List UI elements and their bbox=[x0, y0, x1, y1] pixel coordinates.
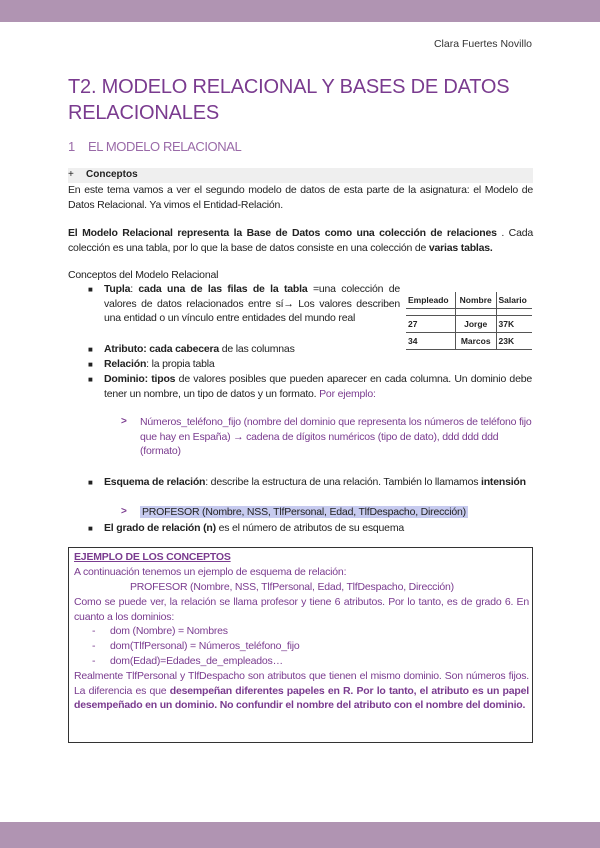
table-cell: 34 bbox=[406, 333, 455, 350]
example-box-closing bbox=[74, 669, 529, 713]
bullet-icon: ■ bbox=[88, 360, 93, 369]
example-box-line2: Como se puede ver, la relación se llama profesor y tiene 6 atributos. Por lo tanto, es de grado 6. En cuanto a los dominios: bbox=[74, 596, 529, 623]
table-header: Salario bbox=[496, 292, 532, 309]
bullet-relacion bbox=[104, 357, 215, 372]
bottom-band bbox=[0, 822, 600, 848]
intro-paragraph: En este tema vamos a ver el segundo modelo de datos de esta parte de la asignatura: el Modelo de Datos Relacional. Ya vimos el Entidad-Relación. bbox=[68, 184, 533, 211]
table-cell: Jorge bbox=[455, 316, 496, 333]
bullet-grado bbox=[104, 521, 404, 536]
grado-term: El grado de relación (n) bbox=[104, 522, 216, 534]
esquema-example-highlight: PROFESOR (Nombre, NSS, TlfPersonal, Edad, TlfDespacho, Dirección) bbox=[142, 506, 466, 518]
closing-bold: desempeñan diferentes papeles en R. Por lo tanto, el atributo es un papel desempeñado en un dominio. No confundir el nombre del atributo con el nombre del dominio. bbox=[74, 684, 529, 711]
page-title: T2. MODELO RELACIONAL Y BASES DE DATOS RELACIONALES bbox=[68, 76, 510, 124]
top-band bbox=[0, 0, 600, 22]
dominio-example-label: Por ejemplo: bbox=[319, 387, 376, 400]
table-header: Nombre bbox=[455, 292, 496, 309]
bullet-icon: ■ bbox=[88, 285, 93, 294]
example-box-title: EJEMPLO DE LOS CONCEPTOS bbox=[74, 551, 231, 563]
dominio-term: Dominio: tipos bbox=[104, 373, 176, 385]
atributo-term: Atributo: cada cabecera bbox=[104, 343, 220, 355]
tupla-term: Tupla bbox=[104, 283, 131, 295]
relational-paragraph bbox=[68, 226, 533, 255]
dash-marker: - bbox=[92, 640, 96, 652]
dash-marker: - bbox=[92, 625, 96, 637]
tupla-text: =una colección de valores de datos relacionados entre sí→ Los valores describen una entidad o un vínculo entre entidades del mundo real bbox=[104, 283, 400, 324]
relational-bold: El Modelo Relacional representa la Base de Datos como una colección de relaciones bbox=[68, 227, 497, 239]
table-cell: 23K bbox=[496, 333, 532, 350]
dominio-example: Números_teléfono_fijo (nombre del dominio que representa los números de teléfono fijo que hay en España) → cadena de dígitos numéricos (tipo de dato), ddd ddd ddd (formato) bbox=[140, 416, 532, 457]
domain-item: dom (Nombre) = Nombres bbox=[110, 625, 228, 637]
closing-text: Realmente TlfPersonal y TlfDespacho son atributos que tienen el mismo dominio. Son números fijos. La diferencia es que bbox=[74, 670, 529, 697]
bullet-icon: ■ bbox=[88, 478, 93, 487]
domain-item: dom(TlfPersonal) = Números_teléfono_fijo bbox=[110, 640, 300, 652]
section-label: EL MODELO RELACIONAL bbox=[88, 139, 242, 154]
esquema-text: : describe la estructura de una relación. También lo llamamos bbox=[205, 476, 481, 488]
bullet-atributo bbox=[104, 342, 295, 357]
esquema-bold: intensión bbox=[480, 476, 526, 488]
bullet-tupla: Tupla: cada una de las filas de la tabla =una colección de valores de datos relacionados entre sí→ Los valores describen una entidad o un vínculo entre entidades del mundo real bbox=[104, 283, 400, 324]
relacion-text: : la propia tabla bbox=[146, 358, 215, 370]
table-cell: Marcos bbox=[455, 333, 496, 350]
grado-text: es el número de atributos de su esquema bbox=[215, 522, 405, 534]
example-table bbox=[406, 292, 532, 350]
concepts-title: Conceptos del Modelo Relacional bbox=[68, 269, 219, 281]
atributo-text: de las columnas bbox=[219, 343, 295, 355]
relational-text: . Cada colección es una tabla, por lo que la base de datos consiste en una colección de bbox=[68, 227, 533, 254]
bullet-icon: ■ bbox=[88, 375, 93, 384]
dash-marker: - bbox=[92, 655, 96, 667]
bullet-esquema bbox=[104, 475, 532, 490]
subsection-heading bbox=[68, 169, 138, 180]
table-cell: 37K bbox=[496, 316, 532, 333]
chevron-right-icon: > bbox=[121, 416, 127, 427]
chevron-right-icon: > bbox=[121, 506, 127, 517]
bullet-icon: ■ bbox=[88, 524, 93, 533]
tupla-bold: cada una de las filas de la tabla bbox=[138, 283, 308, 295]
subsection-label: Conceptos bbox=[86, 169, 138, 180]
relational-bold-end: varias tablas. bbox=[428, 241, 493, 254]
section-heading bbox=[68, 139, 241, 154]
esquema-term: Esquema de relación bbox=[104, 476, 206, 488]
table-header: Empleado bbox=[406, 292, 455, 309]
relacion-term: Relación bbox=[104, 358, 147, 370]
plus-icon: + bbox=[68, 169, 74, 180]
bullet-dominio bbox=[104, 372, 532, 401]
author-name: Clara Fuertes Novillo bbox=[433, 38, 532, 50]
table-cell: 27 bbox=[406, 316, 455, 333]
example-box-schema: PROFESOR (Nombre, NSS, TlfPersonal, Edad, TlfDespacho, Dirección) bbox=[130, 581, 454, 593]
bullet-icon: ■ bbox=[88, 345, 93, 354]
dominio-text: de valores posibles que pueden aparecer en cada columna. Un dominio debe tener un nombre, un tipo de datos y un formato. bbox=[104, 373, 532, 400]
example-box-line1: A continuación tenemos un ejemplo de esquema de relación: bbox=[74, 566, 347, 578]
domain-item: dom(Edad)=Edades_de_empleados… bbox=[110, 655, 283, 667]
section-number: 1 bbox=[68, 139, 75, 154]
esquema-example bbox=[140, 505, 532, 520]
